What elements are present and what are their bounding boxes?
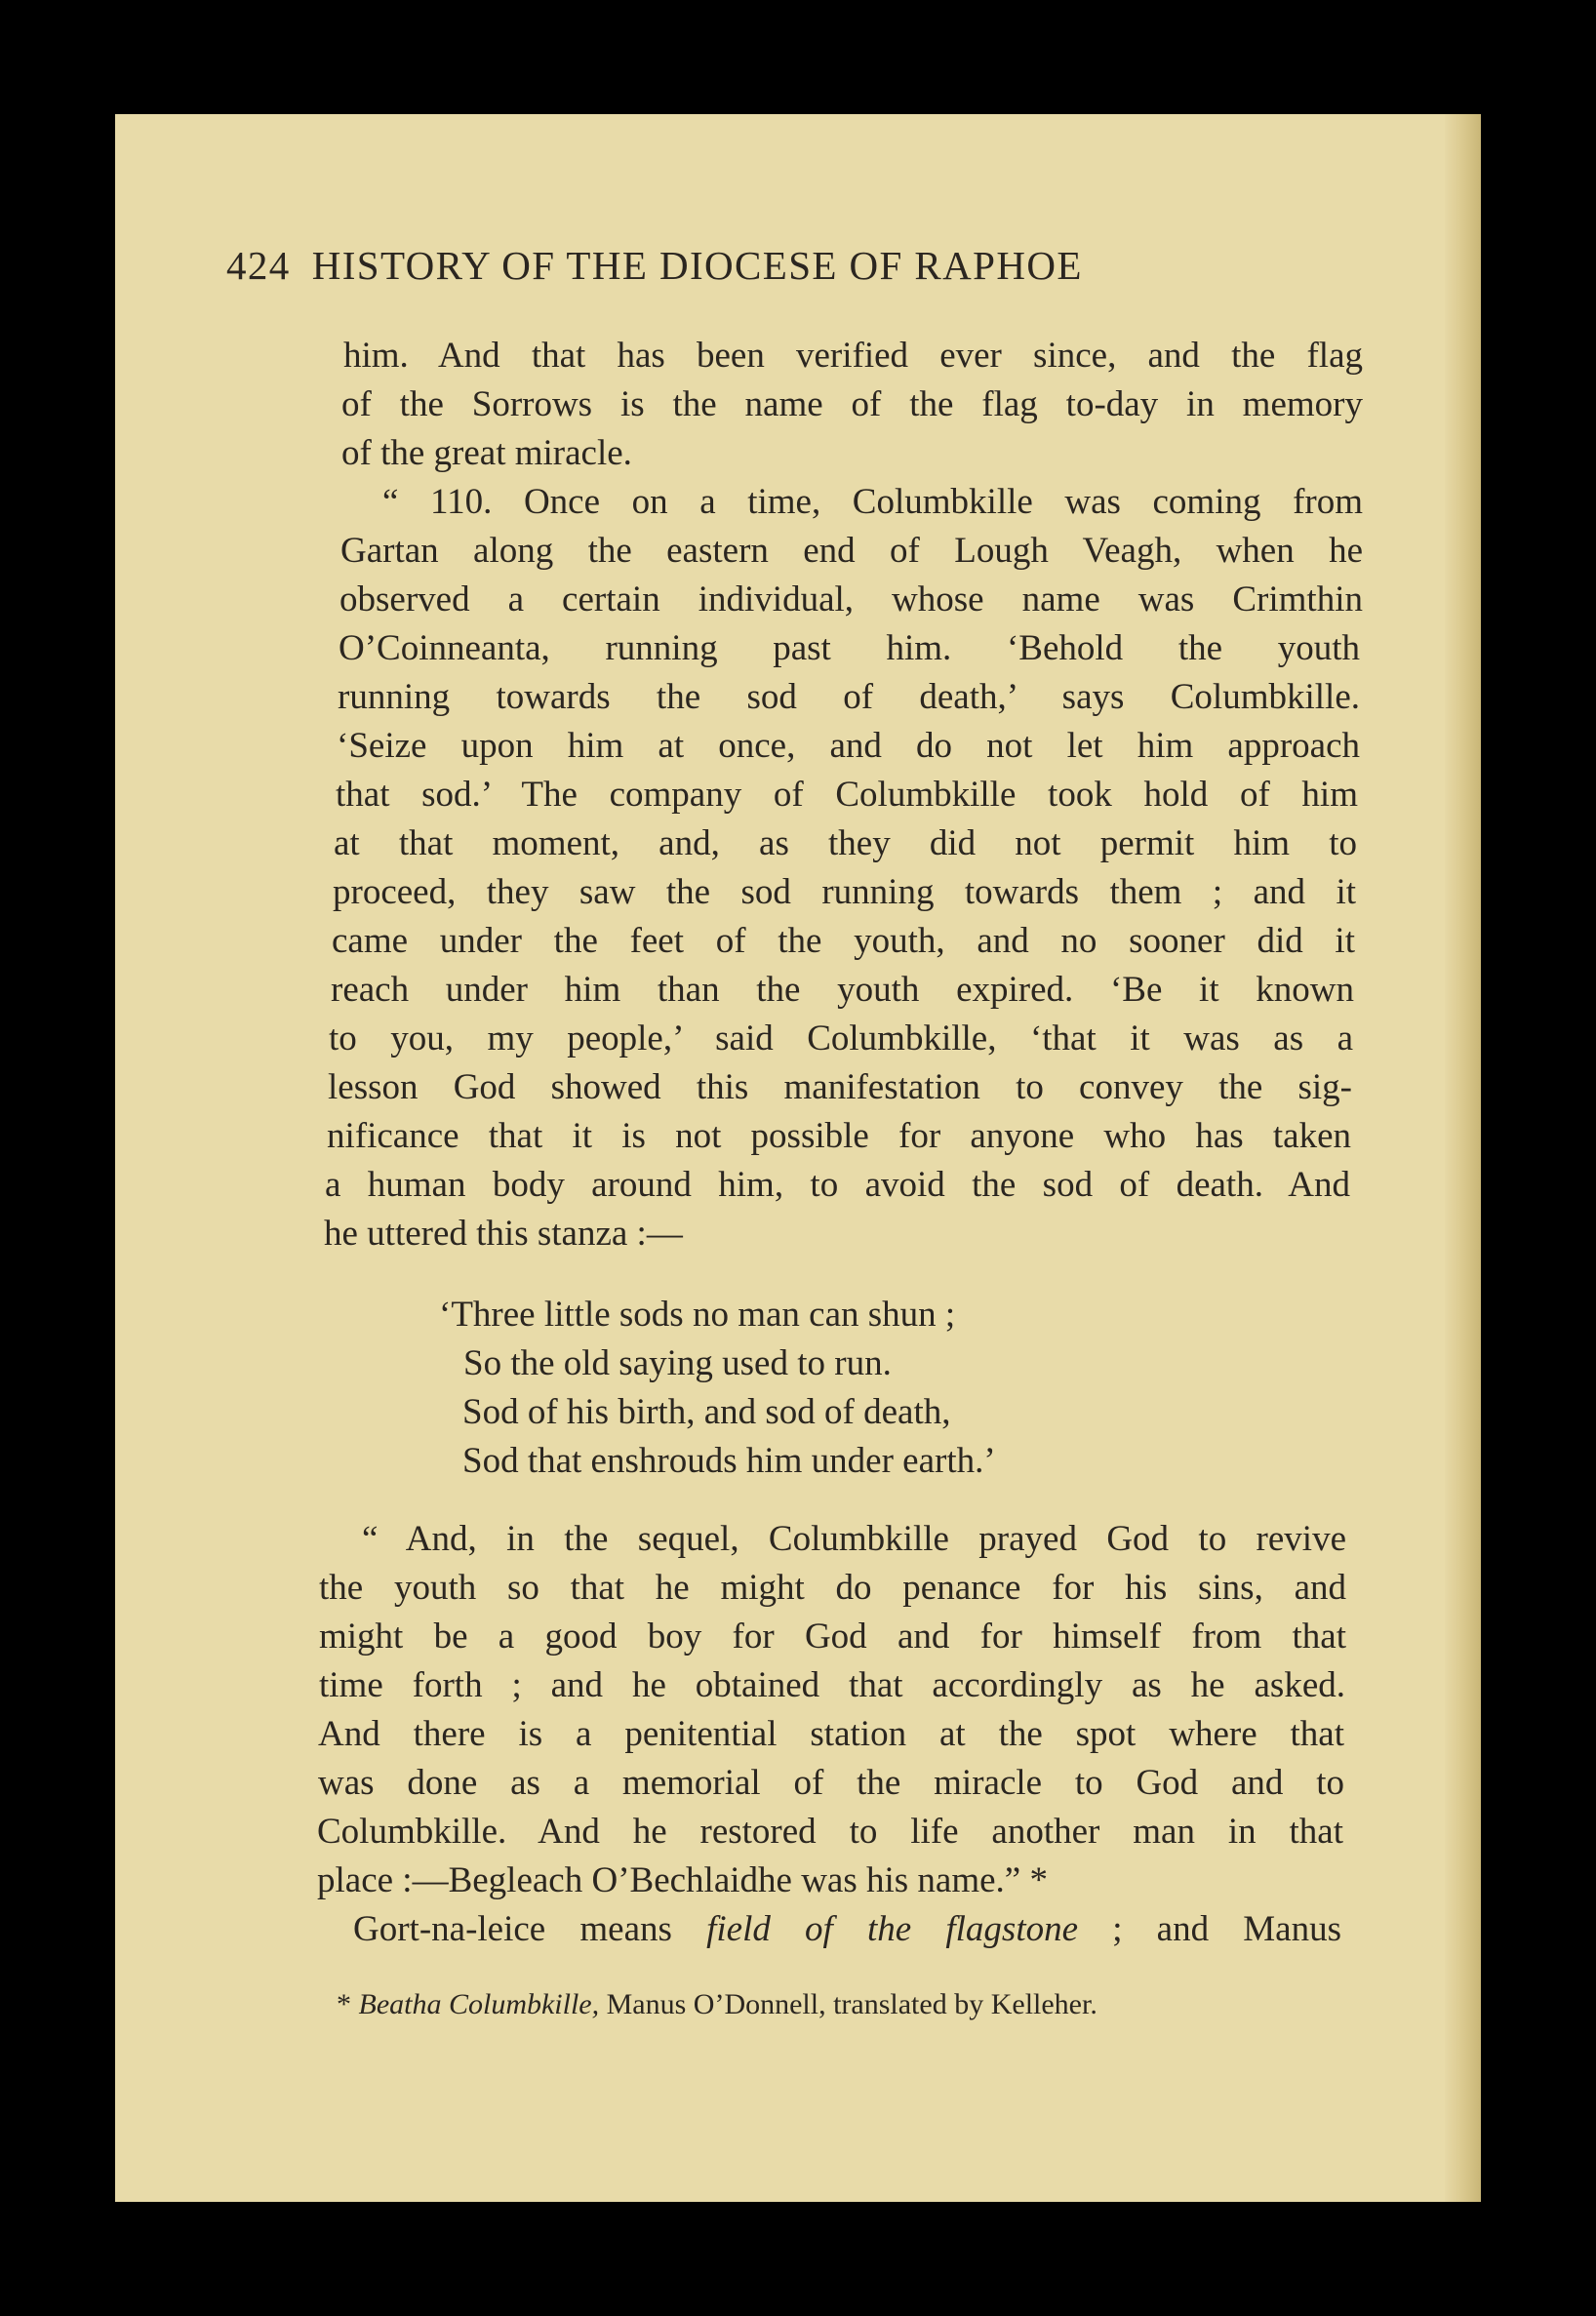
text-line: of the great miracle. xyxy=(341,433,632,473)
footnote-marker: * xyxy=(337,1988,359,2020)
footnote xyxy=(337,1988,1097,2021)
text-line: at that moment, and, as they did not permit him to xyxy=(334,823,1357,863)
text-line: place :—Begleach O’Bechlaidhe was his name.” * xyxy=(317,1860,1048,1900)
text-line: Gartan along the eastern end of Lough Veagh, when he xyxy=(340,531,1363,571)
text-line: Columbkille. And he restored to life another man in that xyxy=(317,1812,1343,1852)
running-header xyxy=(226,242,1083,289)
running-title: HISTORY OF THE DIOCESE OF RAPHOE xyxy=(311,243,1083,288)
last-line-end: ; and Manus xyxy=(1078,1909,1341,1949)
text-line: ‘Seize upon him at once, and do not let him approach xyxy=(337,726,1360,766)
verse-line: Sod that enshrouds him under earth.’ xyxy=(462,1441,996,1481)
text-line: a human body around him, to avoid the sod of death. And xyxy=(325,1165,1350,1205)
text-line: to you, my people,’ said Columbkille, ‘that it was as a xyxy=(329,1018,1353,1058)
page-number: 424 xyxy=(226,243,291,288)
text-line: he uttered this stanza :— xyxy=(324,1214,683,1254)
verse-line: ‘Three little sods no man can shun ; xyxy=(439,1295,956,1335)
text-line: came under the feet of the youth, and no sooner did it xyxy=(332,921,1355,961)
text-line: time forth ; and he obtained that accordingly as he asked. xyxy=(319,1665,1345,1705)
verse-line: So the old saying used to run. xyxy=(463,1343,892,1383)
text-line: of the Sorrows is the name of the flag to-day in memory xyxy=(341,384,1363,424)
text-line: “ And, in the sequel, Columbkille prayed God to revive xyxy=(362,1519,1346,1559)
text-line: “ 110. Once on a time, Columbkille was coming from xyxy=(382,482,1363,522)
text-line: nificance that it is not possible for anyone who has taken xyxy=(327,1116,1351,1156)
text-line: O’Coinneanta, running past him. ‘Behold the youth xyxy=(339,628,1360,668)
italic-term: field of the flagstone xyxy=(706,1909,1079,1949)
text-line: And there is a penitential station at the spot where that xyxy=(318,1714,1344,1754)
last-line-start: Gort-na-leice means xyxy=(353,1909,707,1949)
text-line: proceed, they saw the sod running towards them ; and it xyxy=(333,872,1356,912)
text-line: reach under him than the youth expired. ‘Be it known xyxy=(331,970,1354,1010)
text-line: was done as a memorial of the miracle to God and to xyxy=(318,1763,1344,1803)
text-line: running towards the sod of death,’ says Columbkille. xyxy=(338,677,1360,717)
footnote-title: Beatha Columbkille, xyxy=(358,1988,600,2020)
text-line xyxy=(353,1905,1341,1954)
text-line: the youth so that he might do penance for his sins, and xyxy=(319,1568,1346,1608)
text-line: might be a good boy for God and for himself from that xyxy=(319,1617,1346,1657)
text-line: him. And that has been verified ever since, and the flag xyxy=(343,336,1363,376)
text-line: that sod.’ The company of Columbkille took hold of him xyxy=(336,775,1358,815)
verse-line: Sod of his birth, and sod of death, xyxy=(462,1392,951,1432)
text-line: observed a certain individual, whose name was Crimthin xyxy=(339,579,1363,619)
text-line: lesson God showed this manifestation to convey the sig- xyxy=(328,1067,1352,1107)
footnote-text: Manus O’Donnell, translated by Kelleher. xyxy=(599,1988,1097,2020)
